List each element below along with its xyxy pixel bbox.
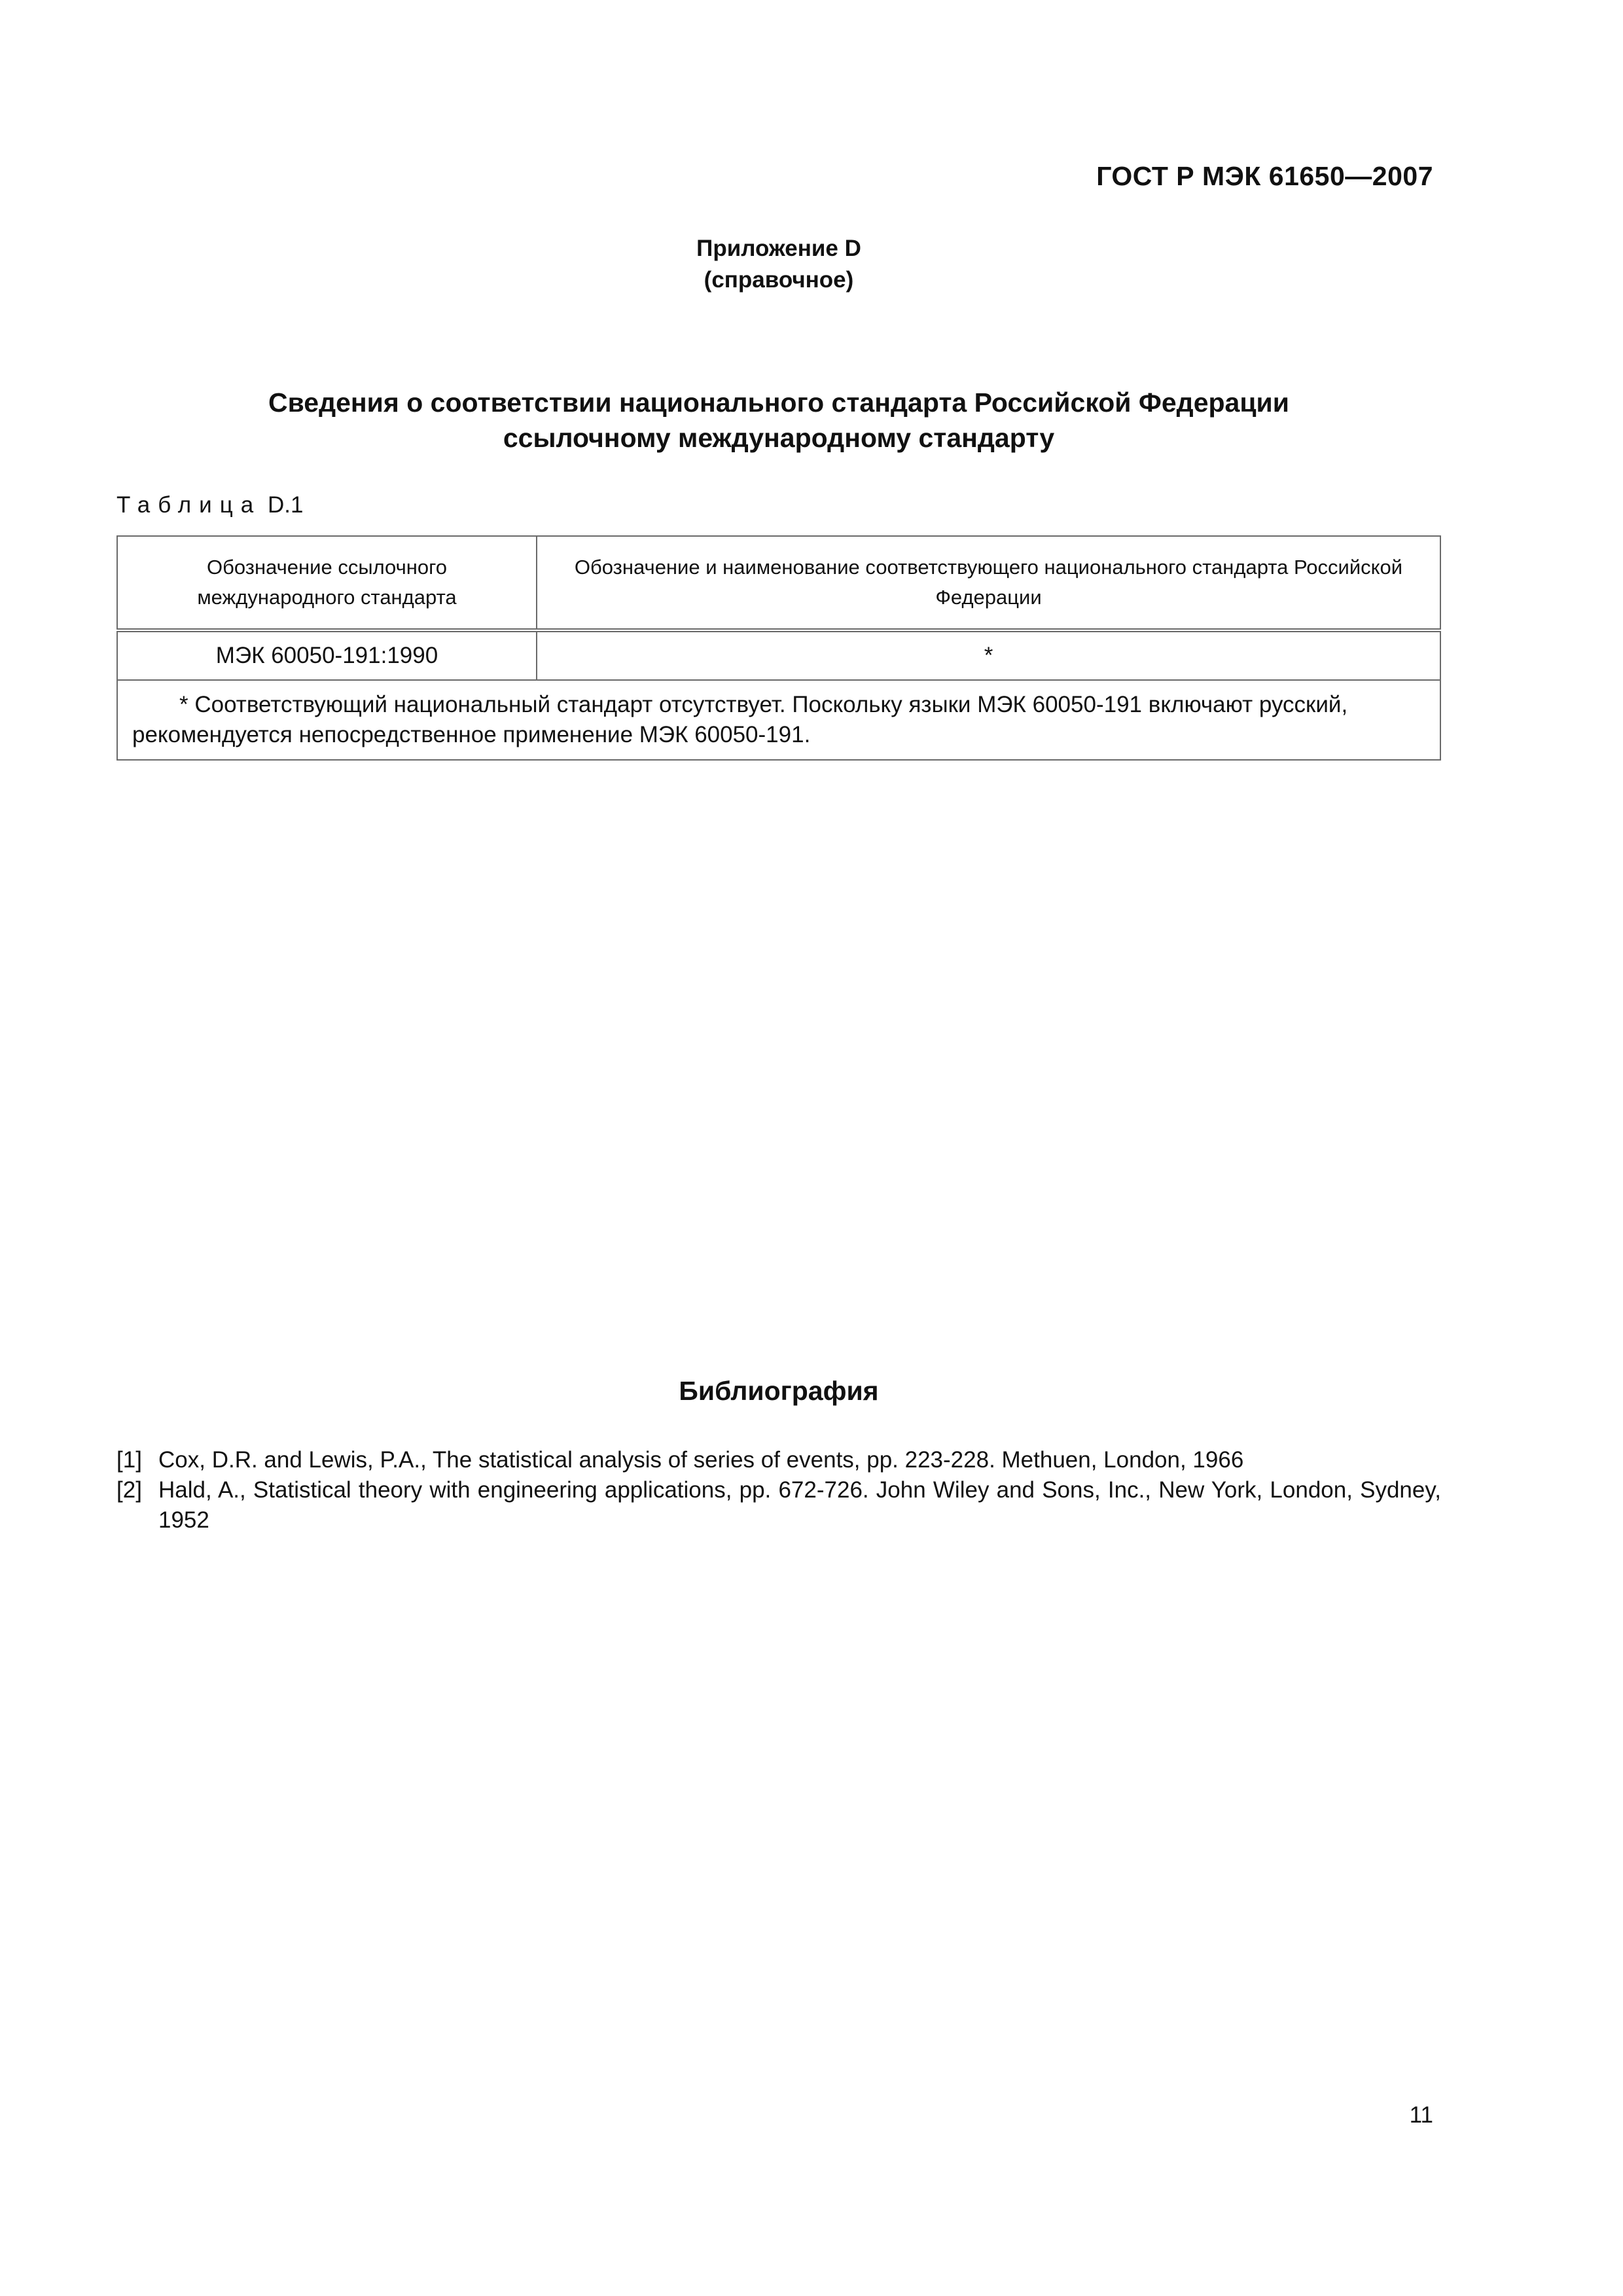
- table-row: [117, 630, 1440, 680]
- table-caption: [116, 492, 303, 518]
- bibliography-entry-number: [1]: [116, 1447, 142, 1473]
- bibliography-entry: [116, 1475, 1441, 1535]
- bibliography-entry-number: [2]: [116, 1477, 142, 1503]
- appendix-heading: [0, 233, 1558, 296]
- bibliography-list: [116, 1445, 1441, 1535]
- table-header-international: Обозначение ссылочного международного стандарта: [117, 536, 537, 630]
- section-title: [0, 385, 1558, 456]
- table-header-row: [117, 536, 1440, 630]
- table-footnote-row: [117, 680, 1440, 760]
- bibliography-entry-text: Hald, A., Statistical theory with engineering applications, pp. 672-726. John Wiley and Sons, Inc., New York, London, Sydney, 1952: [158, 1477, 1441, 1533]
- appendix-label: Приложение D: [696, 236, 861, 261]
- section-title-line-2: ссылочному международному стандарту: [503, 423, 1055, 453]
- table-cell-national-standard: *: [537, 630, 1440, 680]
- bibliography-entry: [116, 1445, 1441, 1475]
- table-caption-word: Таблица: [116, 492, 262, 518]
- bibliography-entry-text: Cox, D.R. and Lewis, P.A., The statistical analysis of series of events, pp. 223-228. Methuen, London, 1966: [158, 1447, 1244, 1473]
- table-caption-number: D.1: [267, 492, 304, 518]
- section-title-line-1: Сведения о соответствии национального стандарта Российской Федерации: [268, 387, 1289, 418]
- document-code: ГОСТ Р МЭК 61650—2007: [1096, 161, 1433, 191]
- table-cell-international-standard: МЭК 60050-191:1990: [117, 630, 537, 680]
- page-number: 11: [1409, 2102, 1433, 2128]
- correspondence-table: [116, 535, 1441, 761]
- appendix-type: (справочное): [704, 267, 854, 293]
- table-header-national: Обозначение и наименование соответствующего национального стандарта Российской Федерации: [537, 536, 1440, 630]
- table-footnote: * Соответствующий национальный стандарт отсутствует. Поскольку языки МЭК 60050-191 включают русский, рекомендуется непосредственное применение МЭК 60050-191.: [117, 680, 1440, 760]
- bibliography-title: Библиография: [679, 1376, 879, 1406]
